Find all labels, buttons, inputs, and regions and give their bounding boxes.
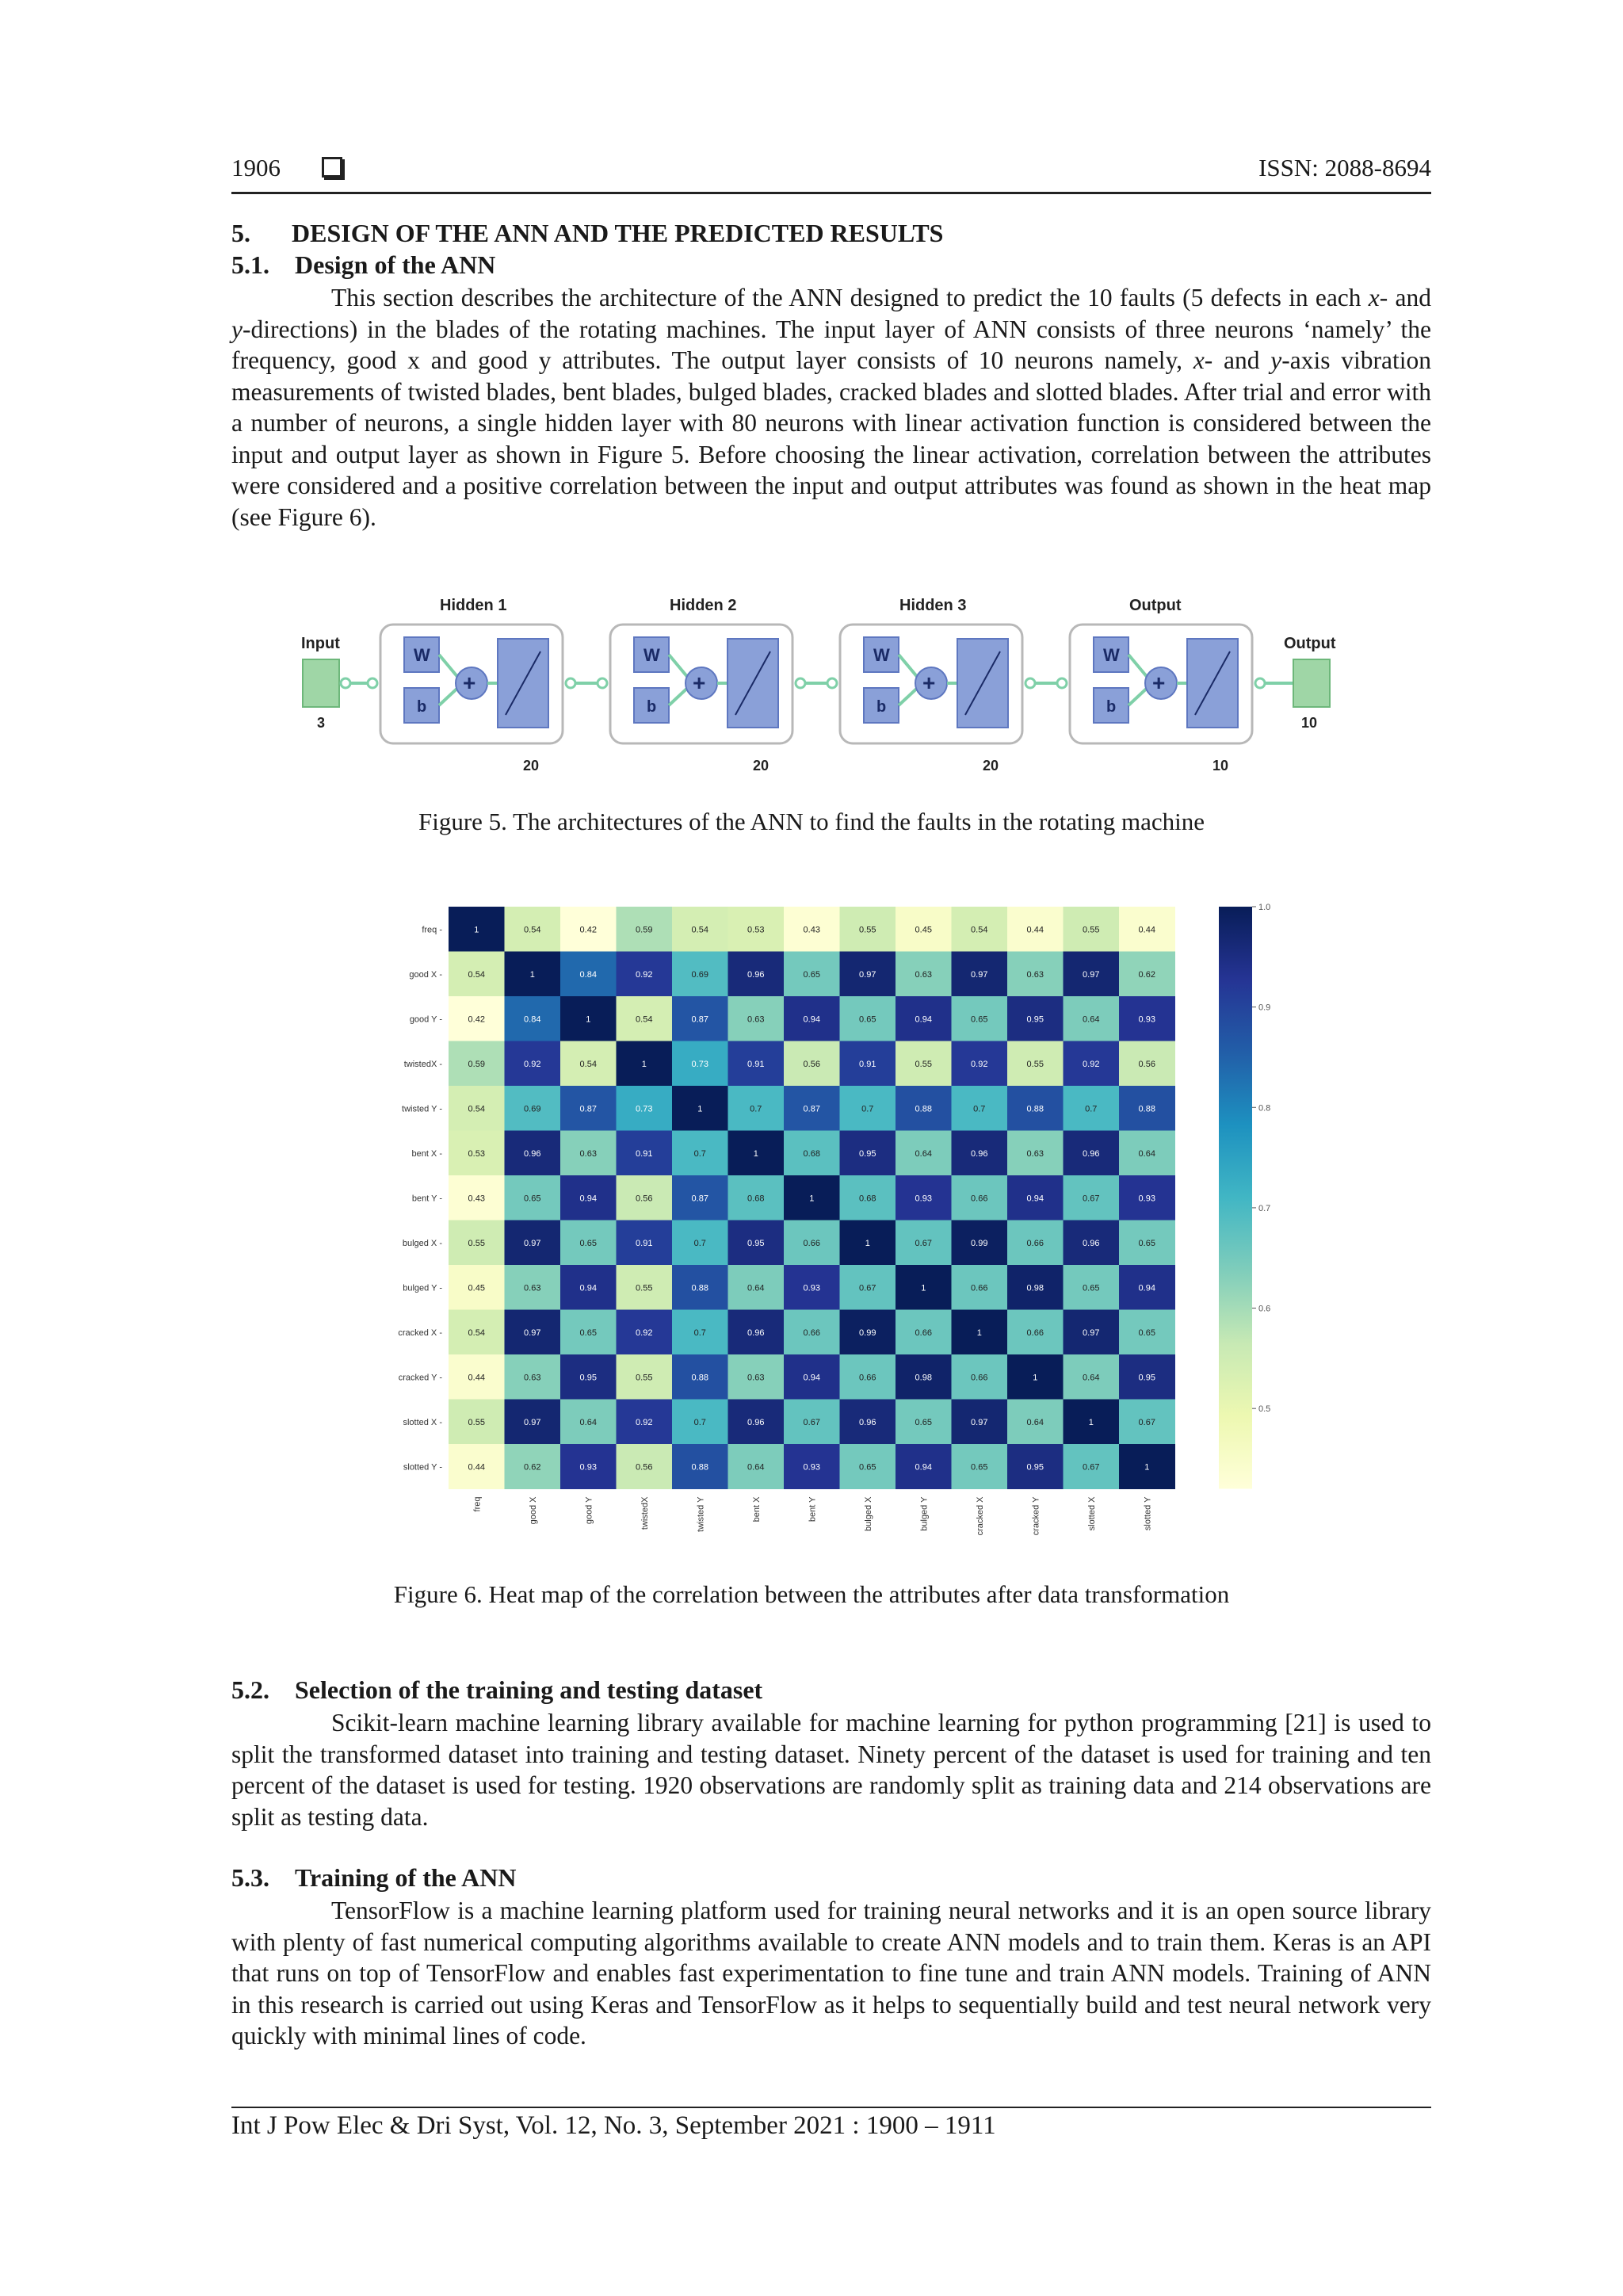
section-number: 5.	[231, 219, 250, 247]
cell-value: 0.94	[915, 1014, 932, 1025]
cell-value: 0.66	[915, 1328, 932, 1338]
cell-value: 0.91	[747, 1059, 765, 1069]
cell-value: 0.98	[1026, 1283, 1044, 1293]
layer-title: Hidden 3	[899, 597, 967, 614]
output-label: Output	[1284, 635, 1336, 652]
cell-value: 0.42	[579, 925, 597, 935]
bias-label: b	[1106, 698, 1117, 716]
cell-value: 0.55	[915, 1059, 932, 1069]
cell-value: 0.66	[803, 1238, 820, 1248]
cell-value: 0.88	[1026, 1104, 1044, 1114]
cell-value: 0.95	[579, 1373, 597, 1383]
cell-value: 0.97	[971, 1417, 988, 1427]
layer-size: 20	[753, 758, 769, 774]
plus-icon: +	[693, 670, 706, 695]
colorbar-tick-label: 0.8	[1258, 1103, 1271, 1114]
cell-value: 0.68	[747, 1194, 765, 1204]
cell-value: 0.54	[971, 925, 988, 935]
colorbar-tick-label: 0.5	[1258, 1404, 1271, 1415]
cell-value: 0.54	[468, 969, 485, 980]
section-title: DESIGN OF THE ANN AND THE PREDICTED RESULTS	[292, 219, 944, 247]
cell-value: 0.66	[859, 1373, 876, 1383]
cell-value: 0.55	[636, 1283, 653, 1293]
cell-value: 0.68	[859, 1194, 876, 1204]
output-size: 10	[1301, 715, 1318, 731]
row-label: twistedX -	[403, 1059, 442, 1069]
cell-value: 0.45	[468, 1283, 485, 1293]
cell-value: 0.44	[468, 1373, 485, 1383]
cell-value: 0.54	[468, 1104, 485, 1114]
cell-value: 0.65	[915, 1417, 932, 1427]
cell-value: 0.66	[1026, 1238, 1044, 1248]
figure6-caption: Figure 6. Heat map of the correlation between the attributes after data transformation	[393, 1580, 1230, 1608]
column-label: good X	[528, 1496, 538, 1525]
weight-label: W	[873, 645, 890, 665]
cell-value: 0.93	[579, 1462, 597, 1473]
cell-value: 0.65	[1083, 1283, 1100, 1293]
input-size: 3	[317, 715, 326, 731]
cell-value: 0.92	[524, 1059, 541, 1069]
cell-value: 0.97	[859, 969, 876, 980]
cell-value: 0.7	[1085, 1104, 1098, 1114]
cell-value: 0.65	[971, 1462, 988, 1473]
cell-value: 0.69	[524, 1104, 541, 1114]
cell-value: 0.63	[1026, 1148, 1044, 1159]
cell-value: 1	[921, 1283, 926, 1293]
column-label: slotted Y	[1143, 1496, 1153, 1531]
cell-value: 0.93	[803, 1283, 820, 1293]
cell-value: 0.7	[973, 1104, 986, 1114]
cell-value: 0.93	[1138, 1194, 1155, 1204]
cell-value: 0.64	[915, 1148, 932, 1159]
cell-value: 1	[697, 1104, 703, 1114]
cell-value: 0.65	[1138, 1328, 1155, 1338]
cell-value: 0.97	[1083, 969, 1100, 980]
cell-value: 1	[1144, 1462, 1150, 1473]
cell-value: 0.84	[579, 969, 597, 980]
cell-value: 0.94	[915, 1462, 932, 1473]
cell-value: 0.97	[524, 1238, 541, 1248]
cell-value: 1	[753, 1148, 758, 1159]
plus-icon: +	[922, 670, 936, 695]
weight-label: W	[1103, 645, 1120, 665]
cell-value: 0.63	[915, 969, 932, 980]
cell-value: 0.59	[636, 925, 653, 935]
cell-value: 0.68	[803, 1148, 820, 1159]
cell-value: 0.67	[803, 1417, 820, 1427]
cell-value: 0.54	[468, 1328, 485, 1338]
cell-value: 0.95	[1026, 1462, 1044, 1473]
cell-value: 0.67	[1083, 1194, 1100, 1204]
cell-value: 0.59	[468, 1059, 485, 1069]
cell-value: 0.64	[1026, 1417, 1044, 1427]
row-label: slotted X -	[403, 1417, 442, 1427]
issn-label: ISSN: 2088-8694	[1258, 154, 1431, 181]
cell-value: 0.66	[971, 1283, 988, 1293]
cell-value: 0.45	[915, 925, 932, 935]
row-label: good Y -	[409, 1014, 442, 1025]
cell-value: 0.44	[1138, 925, 1155, 935]
cell-value: 0.43	[468, 1194, 485, 1204]
row-label: slotted Y -	[403, 1462, 442, 1473]
cell-value: 0.66	[803, 1328, 820, 1338]
cell-value: 0.55	[859, 925, 876, 935]
layer-size: 20	[983, 758, 999, 774]
cell-value: 0.56	[803, 1059, 820, 1069]
row-label: bulged X -	[402, 1238, 442, 1248]
port-circle	[796, 678, 805, 688]
cell-value: 0.63	[524, 1283, 541, 1293]
cell-value: 0.92	[636, 1328, 653, 1338]
cell-value: 0.94	[803, 1014, 820, 1025]
cell-value: 0.56	[636, 1194, 653, 1204]
cell-value: 0.93	[803, 1462, 820, 1473]
cell-value: 1	[1033, 1373, 1038, 1383]
cell-value: 0.7	[693, 1238, 706, 1248]
cell-value: 0.96	[1083, 1238, 1100, 1248]
subsection-heading-5-3	[231, 1863, 516, 1893]
column-label: cracked Y	[1031, 1496, 1041, 1536]
input-label: Input	[301, 635, 340, 652]
cell-value: 0.97	[524, 1328, 541, 1338]
cell-value: 0.96	[524, 1148, 541, 1159]
cell-value: 0.56	[636, 1462, 653, 1473]
cell-value: 0.42	[468, 1014, 485, 1025]
column-label: twisted Y	[696, 1496, 706, 1532]
cell-value: 0.55	[468, 1238, 485, 1248]
row-label: good X -	[409, 969, 442, 980]
cell-value: 0.99	[971, 1238, 988, 1248]
cell-value: 1	[529, 969, 535, 980]
cell-value: 0.55	[1026, 1059, 1044, 1069]
port-circle	[598, 678, 607, 688]
cell-value: 1	[474, 925, 479, 935]
column-label: freq	[472, 1496, 483, 1512]
checkbox-square-icon	[322, 157, 342, 178]
cell-value: 0.84	[524, 1014, 541, 1025]
weight-label: W	[643, 645, 660, 665]
cell-value: 0.65	[859, 1462, 876, 1473]
cell-value: 0.64	[1138, 1148, 1155, 1159]
cell-value: 0.88	[691, 1283, 708, 1293]
colorbar-tick-label: 1.0	[1258, 903, 1271, 912]
plus-icon: +	[1152, 670, 1166, 695]
row-label: bent X -	[411, 1148, 442, 1159]
subsection-heading-5-1	[231, 250, 495, 280]
cell-value: 0.55	[1083, 925, 1100, 935]
cell-value: 0.63	[579, 1148, 597, 1159]
plus-icon: +	[463, 670, 476, 695]
cell-value: 0.64	[747, 1283, 765, 1293]
section-heading	[231, 219, 943, 248]
cell-value: 0.92	[1083, 1059, 1100, 1069]
cell-value: 0.55	[636, 1373, 653, 1383]
weight-label: W	[414, 645, 430, 665]
port-circle	[1025, 678, 1035, 688]
column-label: bulged Y	[919, 1496, 930, 1531]
cell-value: 0.73	[636, 1104, 653, 1114]
subsection-number: 5.1.	[231, 250, 269, 279]
paragraph-dataset-split: Scikit-learn machine learning library available for machine learning for python programming [21] is used to split the transformed dataset into training and testing dataset. Ninety percent of the dataset is used for training and ten percent of the dataset is used for testing. 1920 observations are randomly split as training data and 214 observations are split as testing data.	[231, 1709, 1431, 1831]
colorbar	[1219, 907, 1252, 1489]
cell-value: 0.63	[1026, 969, 1044, 980]
cell-value: 0.65	[803, 969, 820, 980]
correlation-heatmap	[372, 896, 1292, 1553]
column-label: good Y	[584, 1496, 594, 1525]
input-node	[303, 659, 339, 707]
row-label: cracked X -	[398, 1328, 442, 1338]
layer-size: 10	[1212, 758, 1229, 774]
bias-label: b	[647, 698, 657, 716]
column-label: bent X	[751, 1496, 762, 1522]
cell-value: 0.67	[1083, 1462, 1100, 1473]
cell-value: 1	[586, 1014, 591, 1025]
cell-value: 0.65	[859, 1014, 876, 1025]
layer-size: 20	[523, 758, 540, 774]
cell-value: 1	[976, 1328, 982, 1338]
port-circle	[368, 678, 377, 688]
cell-value: 0.92	[971, 1059, 988, 1069]
footer-rule	[231, 2107, 1431, 2108]
output-node	[1293, 659, 1330, 707]
row-label: bent Y -	[411, 1194, 442, 1204]
cell-value: 0.92	[636, 1417, 653, 1427]
subsection-number: 5.2.	[231, 1675, 269, 1704]
cell-value: 0.91	[636, 1148, 653, 1159]
cell-value: 0.94	[1138, 1283, 1155, 1293]
colorbar-tick-label: 0.6	[1258, 1304, 1271, 1314]
cell-value: 1	[865, 1238, 870, 1248]
layer-title: Hidden 1	[440, 597, 507, 614]
cell-value: 0.54	[636, 1014, 653, 1025]
cell-value: 0.96	[1083, 1148, 1100, 1159]
cell-value: 0.7	[861, 1104, 874, 1114]
cell-value: 0.95	[1138, 1373, 1155, 1383]
column-label: bent Y	[808, 1496, 818, 1522]
cell-value: 0.88	[915, 1104, 932, 1114]
cell-value: 0.73	[691, 1059, 708, 1069]
cell-value: 0.87	[579, 1104, 597, 1114]
cell-value: 0.65	[579, 1238, 597, 1248]
cell-value: 0.95	[859, 1148, 876, 1159]
cell-value: 0.62	[1138, 969, 1155, 980]
cell-value: 0.99	[859, 1328, 876, 1338]
colorbar-tick-label: 0.7	[1258, 1203, 1271, 1213]
cell-value: 0.98	[915, 1373, 932, 1383]
port-circle	[1255, 678, 1265, 688]
page-number: 1906	[231, 154, 281, 181]
cell-value: 0.65	[579, 1328, 597, 1338]
row-label: twisted Y -	[402, 1104, 442, 1114]
cell-value: 0.64	[1083, 1373, 1100, 1383]
column-label: bulged X	[863, 1496, 873, 1531]
cell-value: 0.67	[915, 1238, 932, 1248]
paragraph-training: TensorFlow is a machine learning platform used for training neural networks and it is an open source library with plenty of fast numerical computing algorithms available to create ANN models and to train them. Keras is an API that runs on top of TensorFlow and enables fast experimentation to fine tune and train ANN models. Training of ANN in this research is carried out using Keras and TensorFlow as it helps to sequentially build and test neural network very quickly with minimal lines of code.	[231, 1897, 1431, 2050]
cell-value: 0.64	[579, 1417, 597, 1427]
port-circle	[1057, 678, 1067, 688]
row-label: freq -	[422, 925, 442, 935]
cell-value: 0.66	[1026, 1328, 1044, 1338]
cell-value: 0.64	[1083, 1014, 1100, 1025]
subsection-title: Design of the ANN	[295, 250, 496, 279]
cell-value: 0.65	[524, 1194, 541, 1204]
subsection-number: 5.3.	[231, 1863, 269, 1892]
column-label: cracked X	[975, 1496, 985, 1536]
figure5-caption: Figure 5. The architectures of the ANN to find the faults in the rotating machine	[418, 808, 1205, 835]
cell-value: 0.95	[1026, 1014, 1044, 1025]
cell-value: 0.91	[636, 1238, 653, 1248]
layer-title: Output	[1129, 597, 1182, 614]
cell-value: 0.93	[1138, 1014, 1155, 1025]
cell-value: 0.87	[691, 1194, 708, 1204]
bias-label: b	[876, 698, 887, 716]
bias-label: b	[417, 698, 427, 716]
cell-value: 0.67	[1138, 1417, 1155, 1427]
cell-value: 0.44	[1026, 925, 1044, 935]
subsection-heading-5-2	[231, 1675, 762, 1705]
cell-value: 0.94	[803, 1373, 820, 1383]
cell-value: 0.55	[468, 1417, 485, 1427]
cell-value: 0.43	[803, 925, 820, 935]
cell-value: 0.95	[747, 1238, 765, 1248]
subsection-title: Selection of the training and testing dataset	[295, 1675, 763, 1704]
cell-value: 0.94	[579, 1283, 597, 1293]
cell-value: 0.97	[524, 1417, 541, 1427]
cell-value: 0.7	[693, 1328, 706, 1338]
cell-value: 0.87	[691, 1014, 708, 1025]
cell-value: 0.62	[524, 1462, 541, 1473]
cell-value: 0.63	[747, 1373, 765, 1383]
cell-value: 0.7	[693, 1148, 706, 1159]
column-label: twistedX	[640, 1496, 650, 1530]
port-circle	[566, 678, 575, 688]
page-header	[231, 154, 1431, 193]
cell-value: 0.63	[747, 1014, 765, 1025]
cell-value: 0.66	[971, 1373, 988, 1383]
colorbar-tick-label: 0.9	[1258, 1003, 1271, 1013]
cell-value: 0.96	[747, 969, 765, 980]
cell-value: 0.96	[747, 1328, 765, 1338]
cell-value: 0.92	[636, 969, 653, 980]
cell-value: 0.63	[524, 1373, 541, 1383]
cell-value: 0.53	[747, 925, 765, 935]
row-label: bulged Y -	[403, 1283, 442, 1293]
cell-value: 0.44	[468, 1462, 485, 1473]
cell-value: 0.88	[1138, 1104, 1155, 1114]
journal-footer: Int J Pow Elec & Dri Syst, Vol. 12, No. 3, September 2021 : 1900 – 1911	[231, 2111, 996, 2140]
paragraph-design: This section describes the architecture of the ANN designed to predict the 10 faults (5 defects in each x- and y-directions) in the blades of the rotating machines. The input layer of ANN consists of three neurons ‘namely’ the frequency, good x and good y attributes. The output layer consists of 10 neurons namely, x- and y-axis vibration measurements of twisted blades, bent blades, bulged blades, cracked blades and slotted blades. After trial and error with a number of neurons, a single hidden layer with 80 neurons with linear activation function is considered between the input and output layer as shown in Figure 5. Before choosing the linear activation, correlation between the attributes were considered and a positive correlation between the input and output attributes was found as shown in the heat map (see Figure 6).	[231, 284, 1431, 531]
port-circle	[341, 678, 350, 688]
cell-value: 0.97	[971, 969, 988, 980]
ann-architecture-figure	[293, 586, 1371, 777]
cell-value: 0.54	[691, 925, 708, 935]
cell-value: 0.54	[579, 1059, 597, 1069]
cell-value: 0.96	[747, 1417, 765, 1427]
cell-value: 0.67	[859, 1283, 876, 1293]
cell-value: 0.7	[693, 1417, 706, 1427]
cell-value: 1	[641, 1059, 647, 1069]
port-circle	[827, 678, 837, 688]
cell-value: 0.64	[747, 1462, 765, 1473]
cell-value: 0.96	[859, 1417, 876, 1427]
cell-value: 0.69	[691, 969, 708, 980]
cell-value: 0.91	[859, 1059, 876, 1069]
cell-value: 0.7	[750, 1104, 762, 1114]
cell-value: 0.96	[971, 1148, 988, 1159]
cell-value: 0.54	[524, 925, 541, 935]
cell-value: 0.88	[691, 1373, 708, 1383]
layer-title: Hidden 2	[670, 597, 737, 614]
cell-value: 0.88	[691, 1462, 708, 1473]
cell-value: 0.65	[971, 1014, 988, 1025]
cell-value: 0.53	[468, 1148, 485, 1159]
cell-value: 0.93	[915, 1194, 932, 1204]
column-label: slotted X	[1086, 1496, 1097, 1531]
cell-value: 0.65	[1138, 1238, 1155, 1248]
cell-value: 1	[1088, 1417, 1094, 1427]
cell-value: 0.97	[1083, 1328, 1100, 1338]
cell-value: 0.94	[579, 1194, 597, 1204]
subsection-title: Training of the ANN	[295, 1863, 517, 1892]
cell-value: 0.87	[803, 1104, 820, 1114]
cell-value: 1	[809, 1194, 815, 1204]
cell-value: 0.56	[1138, 1059, 1155, 1069]
header-rule	[231, 192, 1431, 194]
row-label: cracked Y -	[398, 1373, 442, 1383]
cell-value: 0.66	[971, 1194, 988, 1204]
cell-value: 0.94	[1026, 1194, 1044, 1204]
